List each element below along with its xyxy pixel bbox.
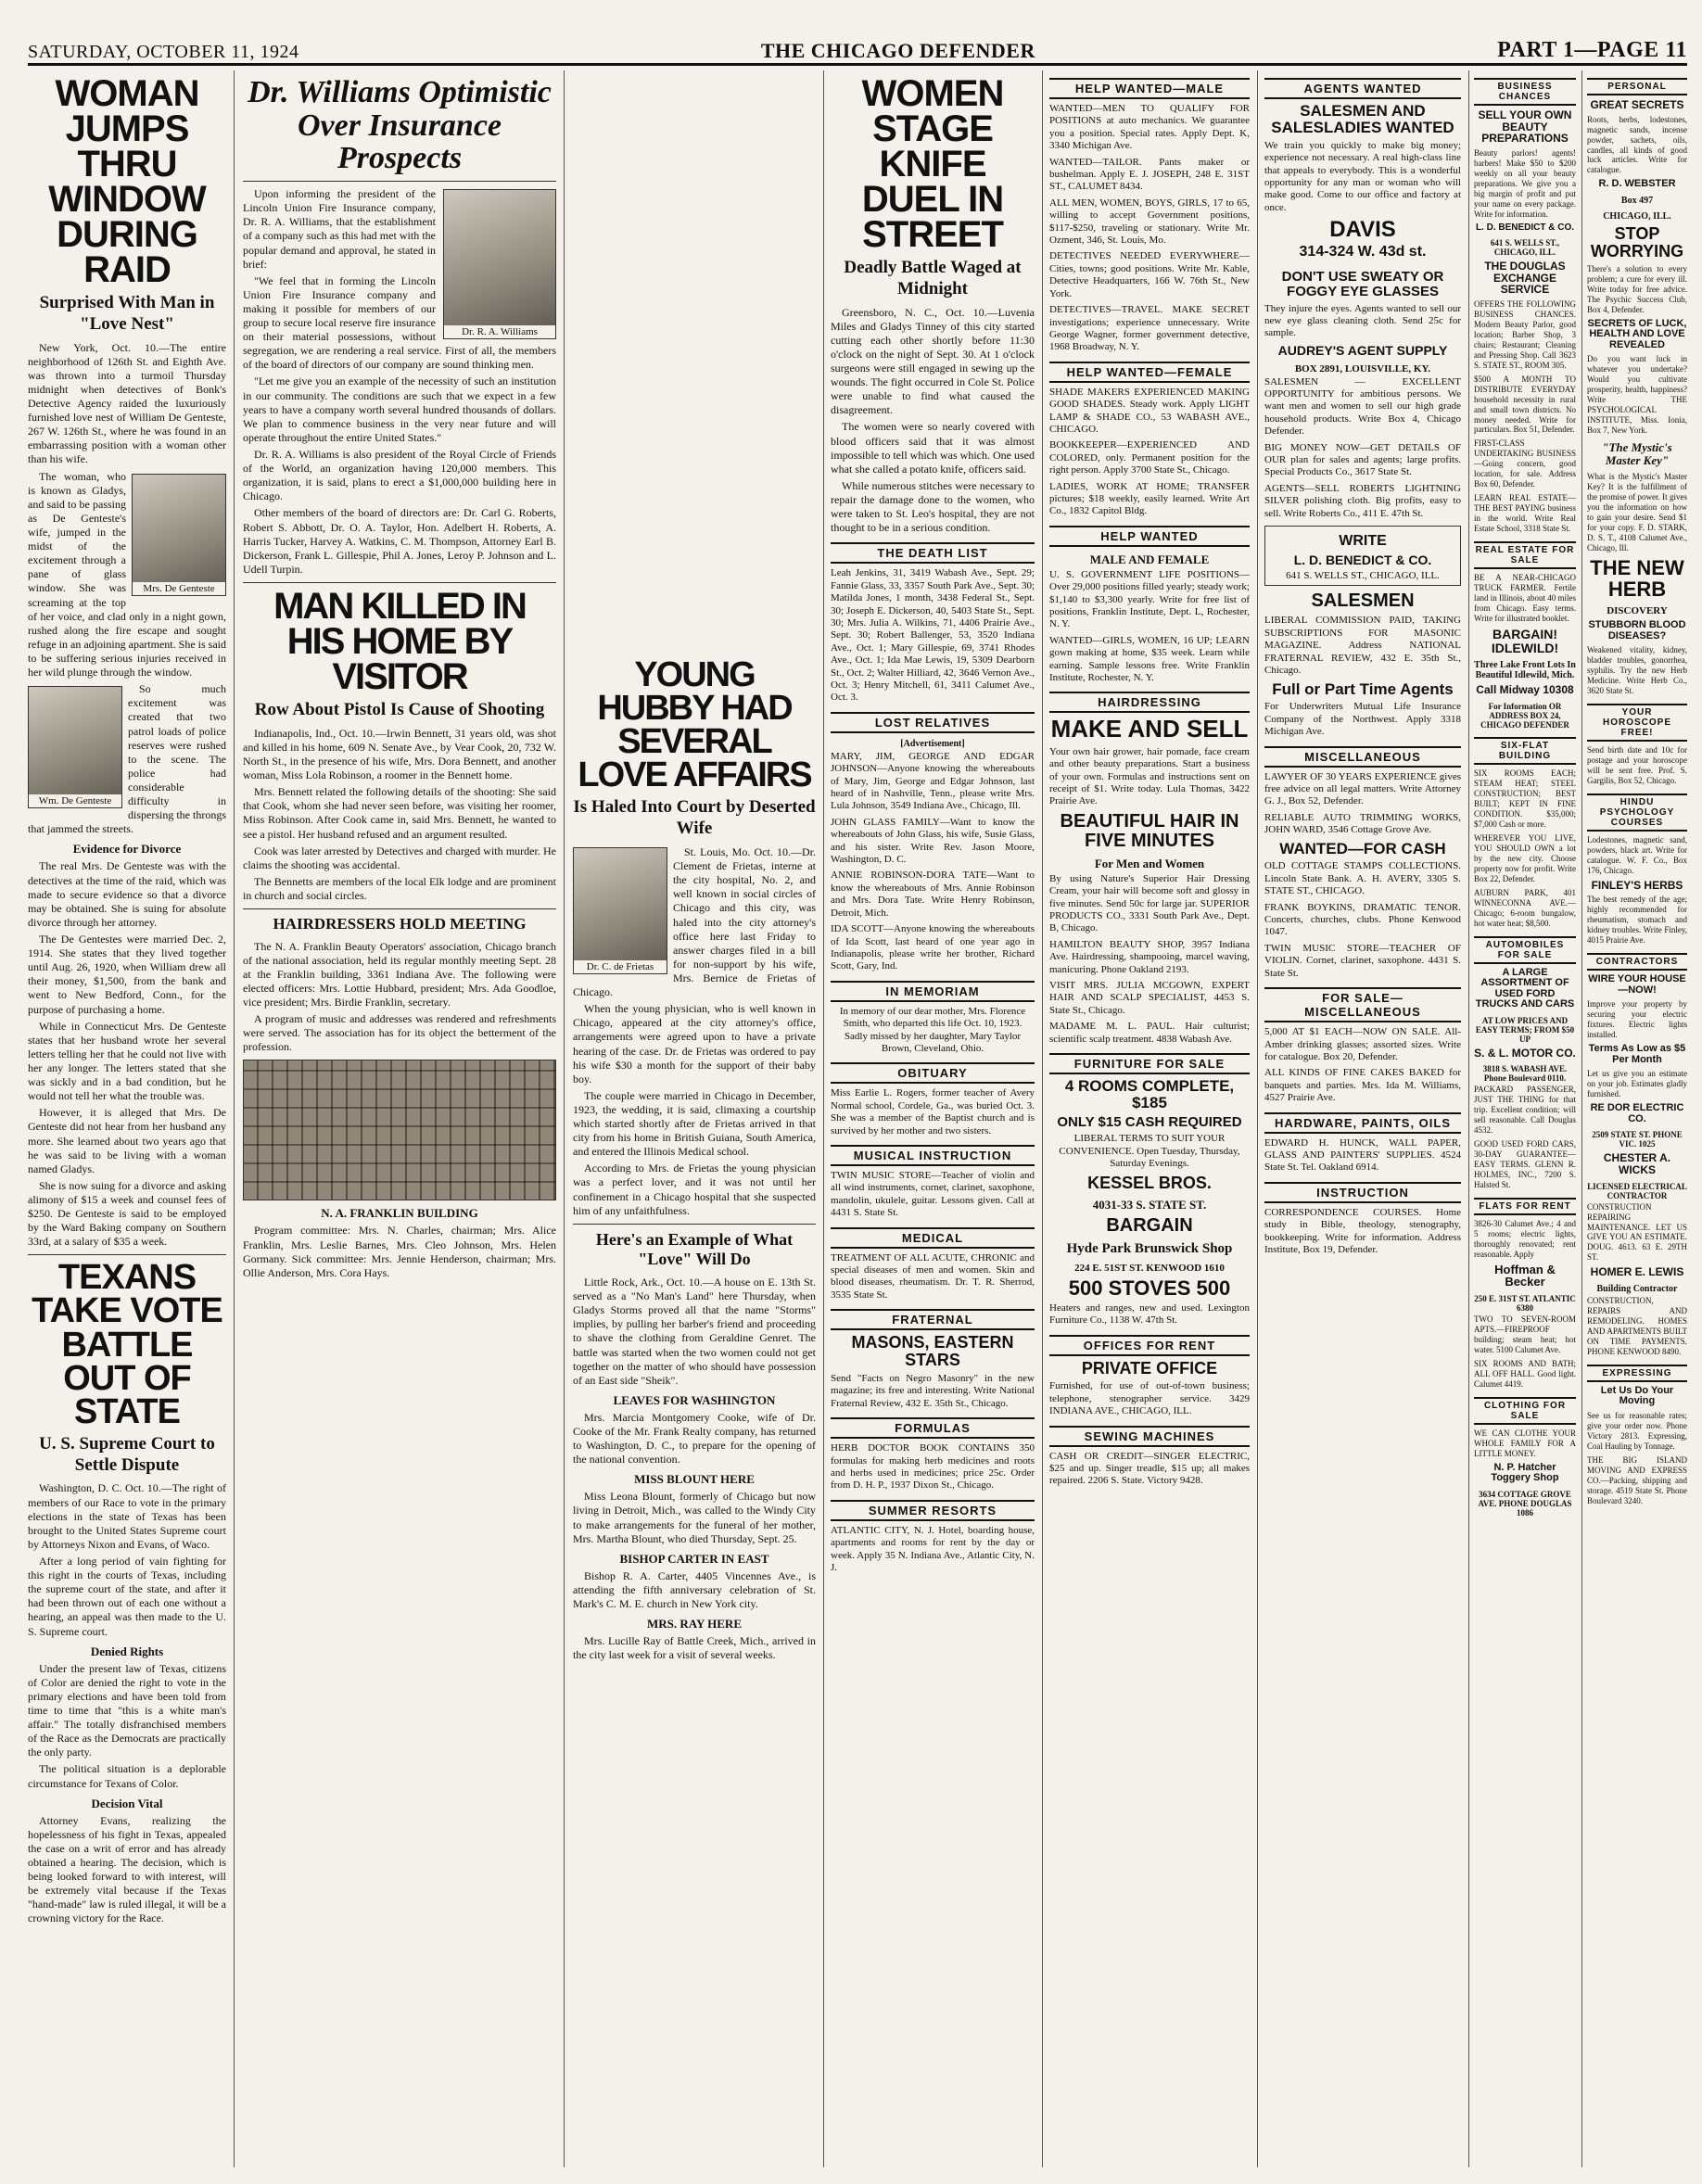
brunswick-address: 224 E. 51ST ST. KENWOOD 1610	[1074, 1262, 1225, 1274]
classified-ad: LADIES, WORK AT HOME; TRANSFER pictures; $18 weekly, easily learned. Write Art Co., 1832 Capitol Bldg.	[1049, 480, 1250, 517]
headline-dr-williams: Dr. Williams Optimistic Over Insurance Prospects	[248, 75, 552, 176]
article-paragraph: "We feel that in forming the Lincoln Union Fire Insurance company and making it possible for members of our group to secure local reserve fire insurance on their material possessions, without segregation, we are rendering a real service. First of all, the members of the board of directors of our company are sound thinking men.	[243, 273, 556, 372]
classified-ad: MADAME M. L. PAUL. Hair culturist; scientific scalp treatment. 4838 Wabash Ave.	[1049, 1021, 1250, 1045]
article-paragraph: The couple were married in Chicago in December, 1923, the wedding, it is said, climaxing a courtship which started shortly after de Frietas arrived in that city from his home in British Guiana, South America, and entered the Illinois Medical school.	[573, 1088, 816, 1159]
masthead-page-number: PART 1—PAGE 11	[1497, 38, 1687, 62]
hatcher-address: 3634 COTTAGE GROVE AVE. PHONE DOUGLAS 1086	[1478, 1489, 1572, 1517]
section-hardware: HARDWARE, PAINTS, OILS	[1264, 1112, 1461, 1134]
hindu-title: HINDU PSYCHOLOGY COURSES	[1587, 794, 1687, 832]
section-sewing-machines: SEWING MACHINES	[1049, 1426, 1250, 1447]
classified-ad: GOOD USED FORD CARS, 30-DAY GUARANTEE—EASY TERMS. GLENN R. HOLMES, INC., 7200 S. Halsted St.	[1474, 1139, 1576, 1189]
column-rule	[1581, 70, 1582, 2167]
section-help-wanted-female: HELP WANTED—FEMALE	[1049, 362, 1250, 383]
classified-ad: U. S. GOVERNMENT LIFE POSITIONS—Over 29,000 positions filled yearly; steady work; $1,140 to $3,300 yearly. Write for free list of positions, Franklin Institute, Dept. L, Rochester, N. Y.	[1049, 568, 1250, 630]
hatcher-name: N. P. Hatcher Toggery Shop	[1491, 1461, 1559, 1484]
horoscope-title: YOUR HOROSCOPE FREE!	[1587, 704, 1687, 742]
classified-ad: LIBERAL TERMS TO SUIT YOUR CONVENIENCE. Open Tuesday, Thursday, Saturday Evenings.	[1059, 1133, 1240, 1170]
section-head: BISHOP CARTER IN EAST	[619, 1551, 769, 1566]
classified-ad: VISIT MRS. JULIA MCGOWN, EXPERT HAIR AND SCALP SPECIALIST, 4453 S. State St., Chicago.	[1049, 980, 1250, 1016]
classified-ad: BIG MONEY NOW—GET DETAILS OF OUR plan for sales and agents; large profits. Special Products Co., 3617 State St.	[1264, 441, 1461, 478]
classified-ad: ANNIE ROBINSON-DORA TATE—Want to know the whereabouts of Mrs. Annie Robinson and Mrs. Dora Tate. Write Henry Robinson, Detroit, Mich.	[831, 870, 1035, 919]
photo-caption: N. A. FRANKLIN BUILDING	[321, 1206, 478, 1221]
death-list-text: Leah Jenkins, 31, 3419 Wabash Ave., Sept. 29; Fannie Glass, 33, 3357 South Park Ave., Sept. 30; Matilda Jones, 1 month, 3438 Federal St., Sept. 30; Joseph E. Dickerson, 40, 5403 State St., Sept. 30; Mrs. Julia A. Wilkins, 71, 4406 Prairie Ave., Sept. 30; Robert Ballenger, 53, 3520 Indiana Ave., Oct. 1; Mary Gillespie, 69, 3741 Rhodes Ave., Oct. 1; Ida Mae Lewis, 19, 5309 Dearborn St., Oct. 2; Walter Hilliard, 42, 3646 Vernon Ave., Oct. 3; Henry Mitchell, 61, 3411 Calumet Ave., Oct. 3.	[831, 567, 1035, 704]
section-subhead: MALE AND FEMALE	[1089, 552, 1210, 566]
divider	[243, 582, 556, 583]
moving-title: Let Us Do Your Moving	[1600, 1384, 1674, 1407]
great-secrets-title: GREAT SECRETS	[1590, 98, 1684, 111]
redor-address: 2509 STATE ST. PHONE VIC. 1025	[1592, 1130, 1683, 1149]
subhead-love-nest: Surprised With Man in "Love Nest"	[39, 293, 215, 334]
classified-ad: Beauty parlors! agents! barbers! Make $50 to $200 weekly on all your beauty preparations. We give you a big margin of profit and put your name on every package. Write for information.	[1474, 147, 1576, 219]
classified-ad: DETECTIVES NEEDED EVERYWHERE—Cities, towns; good positions. Write Mr. Kable, Detective Headquarters, 166 W. 76th St., New York.	[1049, 250, 1250, 299]
make-and-sell-title: MAKE AND SELL	[1050, 715, 1249, 743]
classified-ad: WHEREVER YOU LIVE, YOU SHOULD OWN a lot by the new city. Choose property now for profit. Write Box 22, Defender.	[1474, 832, 1576, 883]
section-in-memoriam: IN MEMORIAM	[831, 981, 1035, 1002]
column-1	[28, 70, 226, 2167]
classified-ad: AGENTS—SELL ROBERTS LIGHTNING SILVER polishing cloth. Big profits, easy to sell. Write Roberts Co., 411 E. 47th St.	[1264, 482, 1461, 519]
classified-ad: We train you quickly to make big money; experience not necessary. A real high-class line that appeals to everybody. This is a wonderful opportunity for any man or woman who will make good. Come to our office and factory at once.	[1264, 139, 1461, 213]
beautiful-hair-title: BEAUTIFUL HAIR IN FIVE MINUTES	[1060, 810, 1239, 851]
photo-dr-williams: Dr. R. A. Williams	[443, 189, 556, 339]
article-paragraph: While numerous stitches were necessary to repair the damage done to the women, who were taken to St. Leo's hospital, they are not thought to be in a serious condition.	[831, 478, 1035, 535]
masthead-date: SATURDAY, OCTOBER 11, 1924	[28, 42, 299, 62]
classified-ad: For Underwriters Mutual Life Insurance Company of the Northwest. Apply 3318 Michigan Ave.	[1264, 701, 1461, 738]
classified-ad: 3826-30 Calumet Ave.; 4 and 5 rooms; electric lights, thoroughly renovated; rent reasonable. Apply	[1474, 1218, 1576, 1259]
article-paragraph: Cook was later arrested by Detectives and charged with murder. He claims the shooting was accidental.	[243, 844, 556, 871]
classified-ad: Send birth date and 10c for postage and your horoscope will be sent free. Prof. S. Gargilis, Box 52, Chicago.	[1587, 745, 1687, 786]
sell-own-title: SELL YOUR OWN BEAUTY PREPARATIONS	[1478, 108, 1572, 146]
article-paragraph: The woman, who is known as Gladys, and said to be passing as De Genteste's wife, jumped in the midst of the excitement through a pane of glass window. She was screaming at the top of her voice, and clad only in a night gown, rushed along the fire escape and sought refuge in an adjoining apartment. She is said to be suffering serious injuries received in her wild plunge through the window.	[28, 469, 226, 679]
section-offices-for-rent: OFFICES FOR RENT	[1049, 1335, 1250, 1356]
section-musical-instruction: MUSICAL INSTRUCTION	[831, 1145, 1035, 1166]
article-paragraph: Dr. R. A. Williams is also president of the Royal Circle of Friends of the World, an organization having 120,000 members. This organization, it is said, plans to erect a $1,000,000 building here in Chicago.	[243, 448, 556, 503]
salesmen2-title: SALESMEN	[1311, 590, 1415, 612]
wicks-sub: LICENSED ELECTRICAL CONTRACTOR	[1587, 1181, 1687, 1200]
classified-ad: HAMILTON BEAUTY SHOP, 3957 Indiana Ave. Hairdressing, shampooing, marcel waving, manicuring. Phone Oakland 2193.	[1049, 938, 1250, 975]
classified-ad: LIBERAL COMMISSION PAID, TAKING SUBSCRIPTIONS FOR MASONIC MAGAZINE. Address NATIONAL FRATERNAL REVIEW, 432 E. 35th St., Chicago.	[1264, 615, 1461, 677]
classified-ad: LAWYER OF 30 YEARS EXPERIENCE gives free advice on all legal matters. Write Attorney G. J., Box 52, Defender.	[1264, 770, 1461, 807]
headline-young-hubby: YOUNG HUBBY HAD SEVERAL LOVE AFFAIRS	[578, 655, 811, 795]
hoffman-address: 250 E. 31ST ST. ATLANTIC 6380	[1474, 1294, 1576, 1314]
benedict-name: L. D. BENEDICT & CO.	[1475, 222, 1575, 233]
kessel-address: 4031-33 S. STATE ST.	[1092, 1197, 1207, 1212]
section-summer-resorts: SUMMER RESORTS	[831, 1500, 1035, 1521]
photo-franklin-building	[243, 1060, 556, 1200]
article-paragraph: The women were so nearly covered with blood officers said that it was almost impossible to tell which was which. One used what she called a potato knife, officers said.	[831, 420, 1035, 476]
bargain-idlewild: BARGAIN! IDLEWILD!	[1491, 627, 1559, 655]
wanted-cash-title: WANTED—FOR CASH	[1279, 839, 1446, 857]
section-automobiles: AUTOMOBILES FOR SALE	[1474, 936, 1576, 964]
classified-ad: The best remedy of the age; highly recommended for rheumatism, stomach and kidney troubles. Write Finley, 4015 Prairie Ave.	[1587, 895, 1687, 946]
brunswick-shop: Hyde Park Brunswick Shop	[1066, 1240, 1233, 1256]
article-paragraph: Attorney Evans, realizing the hopelessness of his fight in Texas, appealed the case on a writ of error and has already obtained a hearing. The decision, which is being looked forward to with interest, will be extremely vital because if the Texas "hand-made" law is ruled illegal, it will be a crowning victory for the Race.	[28, 1813, 226, 1925]
classified-ad: Furnished, for use of out-of-town business; telephone, stenographer service. 3429 INDIANA AVE., CHICAGO, ILL.	[1049, 1380, 1250, 1417]
autos-title: A LARGE ASSORTMENT OF USED FORD TRUCKS AND CARS	[1475, 966, 1575, 1010]
classified-ad: Send "Facts on Negro Masonry" in the new magazine; its free and interesting. Write National Fraternal Review, 432 E. 35th St., Chicago.	[831, 1373, 1035, 1409]
section-agents-wanted: AGENTS WANTED	[1264, 78, 1461, 99]
classified-ad: IDA SCOTT—Anyone knowing the whereabouts of Ida Scott, last heard of one year ago in Indianapolis, please write her brother, Richard Scott, Gary, Ind.	[831, 923, 1035, 972]
article-paragraph: A program of music and addresses was rendered and refreshments were served. The association has for its object the betterment of the profession.	[243, 1012, 556, 1054]
divider	[243, 908, 556, 909]
section-for-sale-misc: FOR SALE—MISCELLANEOUS	[1264, 987, 1461, 1022]
subhead-row-about-pistol: Row About Pistol Is Cause of Shooting	[254, 700, 545, 720]
classified-ad: ALL KINDS OF FINE CAKES BAKED for banquets and parties. Mrs. Ida M. Williams, 4527 Prairie Ave.	[1264, 1067, 1461, 1104]
call-midway: Call Midway 10308	[1476, 683, 1574, 697]
classified-ad: 5,000 AT $1 EACH—NOW ON SALE. All-Amber drinking glasses; assorted sizes. Write for catalogue. Box 20, Defender.	[1264, 1026, 1461, 1062]
article-paragraph: The political situation is a deplorable circumstance for Texans of Color.	[28, 1762, 226, 1790]
finley-title: FINLEY'S HERBS	[1591, 878, 1683, 892]
audreys-name: AUDREY'S AGENT SUPPLY	[1277, 342, 1448, 358]
classified-ad: JOHN GLASS FAMILY—Want to know the whereabouts of John Glass, his wife, Susie Glass, and his sister. Write Rev. Jason Moore, Washington, D. C.	[831, 816, 1035, 866]
classified-ad: Do you want luck in whatever you undertake? Would you cultivate prosperity, health, happiness? Write THE PSYCHOLOGICAL INSTITUTE, Miss. Ionia, Box 7, New York.	[1587, 354, 1687, 435]
kessel-bros: KESSEL BROS.	[1087, 1173, 1212, 1192]
beautiful-hair-sub: For Men and Women	[1094, 856, 1205, 870]
column-rule	[1042, 70, 1043, 2167]
section-miscellaneous: MISCELLANEOUS	[1264, 746, 1461, 768]
article-paragraph: While in Connecticut Mrs. De Genteste states that her husband wrote her several letters telling her that he could not live with her any longer. The letters stated that she was sickly and in a bad condition, but he would not tell her what the trouble was.	[28, 1019, 226, 1103]
stoves-title: 500 STOVES 500	[1068, 1276, 1231, 1300]
classified-ad: WANTED—MEN TO QUALIFY FOR POSITIONS at auto mechanics. We guarantee you a position. Special rates. Apply Dept. K, 3340 Michigan Ave.	[1049, 103, 1250, 152]
classified-ad: AUBURN PARK, 401 WINNECONNA AVE.—Chicago; 6-room bungalow, hot water heat; $8,500.	[1474, 887, 1576, 928]
article-paragraph: St. Louis, Mo. Oct. 10.—Dr. Clement de Frietas, interne at the city hospital, No. 2, and well known in social circles of Chicago and this city, was haled into the city attorney's office here last Friday to answer charges filed in a bill for non-support by his wife, Mrs. Bernice de Frietas of Chicago.	[573, 844, 816, 999]
classified-ad: CASH OR CREDIT—SINGER ELECTRIC, $25 and up. Singer treadle, $15 up; all makes repaired. 2206 S. State. Victory 9428.	[1049, 1450, 1250, 1487]
column-7	[1474, 70, 1576, 2167]
webster-city: CHICAGO, ILL.	[1603, 210, 1671, 222]
article-paragraph: Mrs. Bennett related the following details of the shooting: She said that Cook, whom she had never seen before, was visiting her roomer, Miss Robinson. After Cook came in, said Mrs. Bennett, he wanted to see a pistol. Her husband refused and an argument resulted.	[243, 785, 556, 841]
section-medical: MEDICAL	[831, 1227, 1035, 1249]
headline-woman-jumps: WOMAN JUMPS THRU WINDOW DURING RAID	[48, 73, 206, 290]
classified-ad: SIX ROOMS AND BATH; ALL OFF HALL. Good light. Calumet 4419.	[1474, 1359, 1576, 1389]
column-8	[1587, 70, 1687, 2167]
article-paragraph: Miss Leona Blount, formerly of Chicago but now living in Detroit, Mich., was called to the Windy City to make arrangements for the funeral of her mother, Mrs. Martha Blount, who died Thursday, Sept. 25.	[573, 1490, 816, 1545]
benedict-write-ad: WRITE L. D. BENEDICT & CO. 641 S. WELLS ST., CHICAGO, ILL.	[1264, 526, 1461, 586]
sl-motor-address: 3818 S. WABASH AVE. Phone Boulevard 0110.	[1482, 1064, 1568, 1084]
photo-dr-de-frietas: Dr. C. de Frietas	[573, 847, 667, 974]
subhead-deadly-battle: Deadly Battle Waged at Midnight	[844, 258, 1022, 298]
classified-ad: Improve your property by securing your electric fixtures. Electric lights installed.	[1587, 999, 1687, 1040]
column-rule	[1257, 70, 1258, 2167]
headline-example-of-love: Here's an Example of What "Love" Will Do	[595, 1229, 794, 1269]
dont-sweat-title: DON'T USE SWEATY OR FOGGY EYE GLASSES	[1281, 269, 1444, 299]
section-hairdressing: HAIRDRESSING	[1049, 692, 1250, 713]
classified-ad: THE BIG ISLAND MOVING AND EXPRESS CO.—Packing, shipping and storage. 4519 State St. Phone Boulevard 3240.	[1587, 1454, 1687, 1505]
column-rule	[564, 70, 565, 2167]
section-clothing: CLOTHING FOR SALE	[1474, 1397, 1576, 1425]
section-death-list: THE DEATH LIST	[831, 542, 1035, 564]
three-lake-lots: Three Lake Front Lots In Beautiful Idlewild, Mich.	[1474, 660, 1576, 681]
classified-ad: See us for reasonable rates; give your order now. Phone Victory 2813. Expressing, Coal Hauling by Tonnage.	[1587, 1410, 1687, 1451]
classified-ad: OLD COTTAGE STAMPS COLLECTIONS. Lincoln State Bank. A. H. AVERY, 3305 S. STATE ST., CHICAGO.	[1264, 860, 1461, 897]
memoriam-text: In memory of our dear mother, Mrs. Florence Smith, who departed this life Oct. 10, 1923. Sadly missed by her daughter, Mary Taylor Brown, Cleveland, Ohio.	[839, 1005, 1026, 1054]
classified-ad: $500 A MONTH TO DISTRIBUTE EVERYDAY household necessity in rural and small town districts. No money needed. Write for particulars. Box 51, Defender.	[1474, 374, 1576, 435]
article-paragraph: The De Gentestes were married Dec. 2, 1914. She states that they lived together until Aug. 26, 1920, when William drew all their money, $1,500, from the bank and went to New Bedford, Conn., for the purpose of purchasing a home.	[28, 932, 226, 1016]
lewis-sub: Building Contractor	[1596, 1283, 1678, 1294]
section-fraternal: FRATERNAL	[831, 1309, 1035, 1330]
article-paragraph: The N. A. Franklin Beauty Operators' association, Chicago branch of the national association, held its regular monthly meeting Sept. 28 at the Franklin building, 3361 Indiana Ave. The following were elected officers: Mrs. Lottie Hubbard, president; Mrs. Ada Goodloe, vice president; Mrs. Birdie Franklin, secretary.	[243, 939, 556, 1009]
article-paragraph: The real Mrs. De Genteste was with the detectives at the time of the raid, which was made to secure evidence so that a divorce may be obtained. She is suing for absolute divorce through her attorney.	[28, 859, 226, 929]
subhead-haled-into-court: Is Haled Into Court by Deserted Wife	[573, 797, 816, 839]
article-paragraph: So much excitement was created that two patrol loads of police reserves were rushed to the scene. The police had considerable difficulty in dispersing the throngs that jammed the streets.	[28, 682, 226, 836]
classified-ad: CONSTRUCTION, REPAIRS AND REMODELING. HOMES AND APARTMENTS BUILT ON TIME PAYMENTS. PHONE KENWOOD 8490.	[1587, 1295, 1687, 1356]
wire-house-title: WIRE YOUR HOUSE—NOW!	[1588, 973, 1686, 996]
article-paragraph: She is now suing for a divorce and asking alimony of $15 a week and counsel fees of $250. De Genteste is said to be employed by the Ward Baking company on Southern 33rd, at a salary of $35 a week.	[28, 1178, 226, 1249]
article-paragraph: Little Rock, Ark., Oct. 10.—A house on E. 13th St. served as a "No Man's Land" here Thursday, when Gladys Storms proved all that the name "Storms" implies, by pulling her barber's friend and proceeding to shave the clothing from Geraldine Genret. The battle was started when the two women could not get together on the matter of who should have possession of an East side "Sheik".	[573, 1276, 816, 1387]
davis-name: DAVIS	[1329, 217, 1396, 243]
benedict-address: 641 S. WELLS ST., CHICAGO, ILL.	[1490, 238, 1560, 258]
section-flats-for-rent: FLATS FOR RENT	[1474, 1198, 1576, 1215]
advertisement-label: [Advertisement]	[900, 738, 965, 749]
classified-ad: PACKARD PASSENGER, JUST THE THING for that trip. Excellent condition; will sell reasonable. Call Douglas 4532.	[1474, 1085, 1576, 1136]
article-paragraph: After a long period of vain fighting for this right in the courts of Texas, including the supreme court of the state, and after it had been thrown out of each one without a hearing, an appeal was then made to the U. S. Supreme court.	[28, 1554, 226, 1638]
column-rule	[1468, 70, 1469, 2167]
classified-ad: SIX ROOMS EACH; STEAM HEAT; STEEL CONSTRUCTION; BEST BUILT; KEPT IN FINE CONDITION. $35,000; $7,000 Cash or more.	[1474, 768, 1576, 829]
section-contractors: CONTRACTORS	[1587, 953, 1687, 971]
bargain-title: BARGAIN	[1106, 1214, 1193, 1236]
section-head: MISS BLOUNT HERE	[634, 1472, 755, 1487]
sl-motor-name: S. & L. MOTOR CO.	[1474, 1046, 1576, 1060]
classified-ad: SHADE MAKERS EXPERIENCED MAKING GOOD SHADES. Steady work. Apply LIGHT LAMP & SHADE CO., 53 WABASH AVE., CHICAGO.	[1049, 386, 1250, 435]
section-head: LEAVES FOR WASHINGTON	[613, 1392, 776, 1407]
douglas-exchange-title: THE DOUGLAS EXCHANGE SERVICE	[1484, 260, 1566, 297]
classified-ad: CONSTRUCTION REPAIRING MAINTENANCE. LET US GIVE YOU AN ESTIMATE. DOUG. 4613. 63 E. 29TH ST.	[1587, 1201, 1687, 1263]
stubborn-title: STUBBORN BLOOD DISEASES?	[1588, 619, 1686, 641]
classified-ad: LEARN REAL ESTATE—THE BEST PAYING business in the world. Write Real Estate School, 3318 State St.	[1474, 493, 1576, 534]
column-5	[1049, 70, 1250, 2167]
column-rule	[234, 70, 235, 2167]
section-instruction: INSTRUCTION	[1264, 1182, 1461, 1203]
classified-ad: WE CAN CLOTHE YOUR WHOLE FAMILY FOR A LITTLE MONEY.	[1474, 1428, 1576, 1458]
classified-ad: What is the Mystic's Master Key? It is the fulfillment of the promise of power. It gives you the information on how to gain your desire. Send $1 for your copy. F. D. STARK, D. S. T., 4108 Calumet Ave., Chicago, Ill.	[1587, 472, 1687, 553]
column-rule	[823, 70, 824, 2167]
article-paragraph: "Let me give you an example of the necessity of such an institution in our community. The conditions are such that we expect in a few years to have a company worth several hundred thousands of dollars. We plan to commence business in the very near future and will operate throughout the entire United States."	[243, 375, 556, 444]
headline-texans-take-vote: TEXANS TAKE VOTE BATTLE OUT OF STATE	[32, 1258, 222, 1431]
headline-women-stage-duel: WOMEN STAGE KNIFE DUEL IN STREET	[861, 73, 1004, 255]
classified-ad: Roots, herbs, lodestones, magnetic sands, incense powder, sachets, oils, candles, all kinds of good luck articles. Write for catalogue.	[1587, 114, 1687, 175]
article-paragraph: Upon informing the president of the Lincoln Union Fire Insurance company, Dr. R. A. Williams, that the establishment of a company such as this had met with the popular demand and approval, he stated in brief:	[243, 187, 436, 271]
section-help-wanted: HELP WANTED	[1049, 526, 1250, 547]
masthead-paper-name: THE CHICAGO DEFENDER	[760, 39, 1035, 62]
section-expressing: EXPRESSING	[1587, 1365, 1687, 1382]
divider	[573, 1224, 816, 1225]
section-help-wanted-male: HELP WANTED—MALE	[1049, 78, 1250, 99]
article-paragraph: According to Mrs. de Frietas the young physician was a perfect lover, and it was not until her confinement in a Chicago hospital that she suspected him of any unfaithfulness.	[573, 1162, 816, 1217]
discovery-label: DISCOVERY	[1607, 605, 1668, 617]
article-paragraph: Greensboro, N. C., Oct. 10.—Luvenia Miles and Gladys Tinney of this city started cutting each other shortly before 11:30 o'clock on the night of Sept. 30. At 1 o'clock surgeons were still engaged in sewing up the wounds. The fight occurred in Cole St. Police were unable to find what caused the disagreement.	[831, 305, 1035, 417]
classified-ad: They injure the eyes. Agents wanted to sell our new eye glass cleaning cloth. Send 25c for sample.	[1264, 302, 1461, 339]
classified-ad: There's a solution to every problem; a cure for every ill. Write today for free advice. The Psychic Success Club, Box 4, Defender.	[1587, 263, 1687, 314]
call-midway-sub: For Information OR ADDRESS BOX 24, CHICAGO DEFENDER	[1480, 701, 1569, 730]
classified-ad: ATLANTIC CITY, N. J. Hotel, boarding house, apartments and rooms for rent by the day or week. Apply 35 N. Indiana Ave., Atlantic City, N. J.	[831, 1524, 1035, 1574]
section-formulas: FORMULAS	[831, 1417, 1035, 1439]
terms-title: Terms As Low as $5 Per Month	[1588, 1043, 1686, 1065]
headline-man-killed: MAN KILLED IN HIS HOME BY VISITOR	[273, 586, 526, 698]
hoffman-becker: Hoffman & Becker	[1494, 1262, 1556, 1289]
stop-worrying-title: STOP WORRYING	[1590, 223, 1684, 260]
column-4	[831, 70, 1035, 2167]
section-head: Denied Rights	[90, 1644, 164, 1658]
article-paragraph: Under the present law of Texas, citizens of Color are denied the right to vote in the primary elections and have been told from time to time that "this is a white man's affair." The totally disfranchised members of the Race as the Democrats are practically the only party.	[28, 1661, 226, 1759]
classified-ad: Heaters and ranges, new and used. Lexington Furniture Co., 1138 W. 47th St.	[1049, 1302, 1250, 1327]
classified-ad: TWIN MUSIC STORE—Teacher of violin and all wind instruments, cornet, clarinet, saxophone, mandolin, ukulele, guitar. Lessons given. Call at 4431 S. State St.	[831, 1169, 1035, 1219]
classified-ad: BE A NEAR-CHICAGO TRUCK FARMER. Fertile land in Illinois, about 40 miles from Chicago. Easy terms. Write for illustrated booklet.	[1474, 573, 1576, 624]
classified-ad: TWO TO SEVEN-ROOM APTS.—FIREPROOF building; steam heat; hot water. 5100 Calumet Ave.	[1474, 1314, 1576, 1355]
classified-ad: Let us give you an estimate on your job. Estimates gladly furnished.	[1587, 1069, 1687, 1099]
section-lost-relatives: LOST RELATIVES	[831, 712, 1035, 733]
masthead	[28, 26, 1687, 66]
section-head: Evidence for Divorce	[72, 842, 182, 857]
section-real-estate: REAL ESTATE FOR SALE	[1474, 541, 1576, 569]
article-paragraph: When the young physician, who is well known in Chicago, appeared at the city attorney's office, arrangements were agreed upon to have a private hearing of the case. Dr. de Frietas was ordered to pay his wife $30 a month for the support of their baby boy.	[573, 1002, 816, 1086]
article-paragraph: Indianapolis, Ind., Oct. 10.—Irwin Bennett, 31 years old, was shot and killed in his home, 609 N. Senate Ave., by Vear Cook, 20, 732 W. North St., in the presence of his wife, Mrs. Dora Bennett, and another woman, Miss Lola Robinson, a roomer in the Bennett home.	[243, 726, 556, 782]
column-6	[1264, 70, 1461, 2167]
four-rooms-title: 4 ROOMS COMPLETE, $185	[1064, 1077, 1235, 1111]
classified-ad: FIRST-CLASS UNDERTAKING BUSINESS—Going concern, good location, for sale. Address Box 60, Defender.	[1474, 438, 1576, 489]
audreys-address: BOX 2891, LOUISVILLE, KY.	[1294, 362, 1431, 375]
salesmen-title: SALESMEN AND SALESLADIES WANTED	[1271, 102, 1454, 136]
webster-box: Box 497	[1620, 195, 1654, 206]
divider	[243, 181, 556, 182]
luck-title: SECRETS OF LUCK, HEALTH AND LOVE REVEALED	[1587, 317, 1687, 350]
section-furniture-for-sale: FURNITURE FOR SALE	[1049, 1053, 1250, 1074]
section-business-chances: BUSINESS CHANCES	[1474, 78, 1576, 106]
classified-ad: OFFERS THE FOLLOWING BUSINESS CHANCES. Modern Beauty Parlor, good location; Barber Shop, 3 chairs; Restaurant; Cleaning and Pressing Shop. Call 3623 S. STATE ST., ROOM 305.	[1474, 298, 1576, 370]
article-paragraph: Mrs. Marcia Montgomery Cooke, wife of Dr. Cooke of the Mr. Frank Realty company, has returned to Washington, D. C., to prepare for the opening of the national convention.	[573, 1410, 816, 1467]
photo-mrs-de-genteste: Mrs. De Genteste	[132, 474, 226, 596]
obituary-text: Miss Earlie L. Rogers, former teacher of Avery Normal school, Cordele, Ga., was buried Oct. 3. She was a member of the Baptist church and is survived by her mother and two sisters.	[831, 1087, 1035, 1136]
classified-ad: MARY, JIM, GEORGE AND EDGAR JOHNSON—Anyone knowing the whereabouts of Mary, Jim, George and Edgar Johnson, last heard of in Nashville, Tenn., please write Mrs. Lula Johnson, 3549 Indiana Ave., Chicago, Ill.	[831, 750, 1035, 812]
autos-sub: AT LOW PRICES AND EASY TERMS; FROM $50 UP	[1475, 1015, 1575, 1044]
subhead-supreme-court: U. S. Supreme Court to Settle Dispute	[39, 1433, 215, 1475]
column-3	[573, 653, 816, 2167]
webster-name: R. D. WEBSTER	[1598, 178, 1676, 190]
classified-ad: Weakened vitality, kidney, bladder troubles, gonorrhea, syphilis. Try the new Herb Medicine. Write Herb Co., 3620 State St.	[1587, 645, 1687, 696]
section-obituary: OBITUARY	[831, 1062, 1035, 1084]
article-paragraph: Mrs. Lucille Ray of Battle Creek, Mich., arrived in the city last week for a visit of several weeks.	[573, 1634, 816, 1662]
classified-ad: WANTED—GIRLS, WOMEN, 16 UP; LEARN gown making at home, $35 week. Learn while earning. Sample lessons free. Write Franklin Institute, Rochester, N. Y.	[1049, 634, 1250, 684]
fraternal-title: MASONS, EASTERN STARS	[851, 1333, 1014, 1370]
headline-hairdressers: HAIRDRESSERS HOLD MEETING	[273, 915, 527, 933]
classified-ad: Lodestones, magnetic sand, powders, black art. Write for catalogue. W. F. Co., Box 176, Chicago.	[1587, 835, 1687, 875]
article-paragraph: Bishop R. A. Carter, 4405 Vincennes Ave., is attending the fifth anniversary celebration of St. Mark's C. M. E. church in New York city.	[573, 1568, 816, 1610]
classified-ad: TREATMENT OF ALL ACUTE, CHRONIC and special diseases of men and women. Skin and blood diseases, rheumatism. Dr. T. R. Sherrod, 3535 State St.	[831, 1251, 1035, 1301]
classified-ad: EDWARD H. HUNCK, WALL PAPER, GLASS AND PAINTERS' SUPPLIES. 4524 State St. Tel. Oakland 6914.	[1264, 1136, 1461, 1174]
six-flat-title: SIX-FLAT BUILDING	[1474, 737, 1576, 765]
full-part-title: Full or Part Time Agents	[1272, 679, 1454, 698]
article-paragraph: Program committee: Mrs. N. Charles, chairman; Mrs. Alice Franklin, Mrs. Leslie Barnes, Mrs. Cleo Johnson, Mrs. Helen Gormany. Sick committee: Mrs. Jennie Henderson, chairman; Mrs. Ollie Anderson, Mrs. Cora Hays.	[243, 1224, 556, 1279]
classified-ad: BOOKKEEPER—EXPERIENCED AND COLORED, only. Permanent position for the right person. Apply 3700 State St., Chicago.	[1049, 439, 1250, 476]
new-herb-title: THE NEW HERB	[1590, 556, 1684, 602]
classified-ad: WANTED—TAILOR. Pants maker or bushelman. Apply E. J. JOSEPH, 248 E. 31ST ST., CALUMET 8434.	[1049, 156, 1250, 193]
davis-address: 314-324 W. 43d st.	[1299, 244, 1427, 260]
private-office-title: PRIVATE OFFICE	[1081, 1358, 1218, 1378]
classified-ad: TWIN MUSIC STORE—TEACHER OF VIOLIN. Cornet, clarinet, saxophone. 4431 S. State St.	[1264, 942, 1461, 979]
wicks-name: CHESTER A. WICKS	[1603, 1151, 1671, 1176]
article-paragraph: Washington, D. C. Oct. 10.—The right of members of our Race to vote in the primary elections in the state of Texas has been brought to the United States Supreme court by Attorneys Nixon and Evans, of Waco.	[28, 1481, 226, 1551]
column-2	[243, 70, 556, 2167]
article-paragraph: However, it is alleged that Mrs. De Genteste did not hear from her husband any more. She learned about two years ago that he was said to be living with a woman named Gladys.	[28, 1106, 226, 1175]
classified-ad: FRANK BOYKINS, DRAMATIC TENOR. Concerts, churches, clubs. Phone Kenwood 1047.	[1264, 901, 1461, 938]
article-paragraph: Other members of the board of directors are: Dr. Carl G. Roberts, Robert S. Abbott, Dr. O. A. Taylor, Hon. Adelbert H. Roberts, A. Harris Tucker, Harvey A. Watkins, C. M. Thompson, Attorney Earl B. Dickerson, Frank L. Gillespie, Phil A. Jones, Leroy P. Johnson and L. Udell Turpin.	[243, 506, 556, 576]
only-cash-title: ONLY $15 CASH REQUIRED	[1057, 1113, 1242, 1130]
section-personal: PERSONAL	[1587, 78, 1687, 95]
section-head: Decision Vital	[91, 1796, 163, 1810]
mystic-title: "The Mystic's Master Key"	[1602, 439, 1672, 467]
classified-ad: CORRESPONDENCE COURSES. Home study in Bible, theology, stenography, bookkeeping. Write for information. Address Institute, Box 19, Defender.	[1264, 1206, 1461, 1255]
classified-ad: ALL MEN, WOMEN, BOYS, GIRLS, 17 to 65, willing to accept Government positions, $117-$250, traveling or stationary. Write Mr. Ozment, 346, St. Louis, Mo.	[1049, 197, 1250, 247]
lewis-name: HOMER E. LEWIS	[1590, 1265, 1684, 1279]
redor-name: RE DOR ELECTRIC CO.	[1590, 1102, 1684, 1124]
section-head: MRS. RAY HERE	[647, 1617, 742, 1632]
classified-ad: DETECTIVES—TRAVEL. MAKE SECRET investigations; experience unnecessary. Write George Wagner, former government detective, 1968 Broadway, N. Y.	[1049, 304, 1250, 353]
classified-ad: By using Nature's Superior Hair Dressing Cream, your hair will become soft and glossy in five minutes. Send 50c for large jar. SUPERIOR PRODUCTS CO., 3331 South Park Ave., Dept. B, Chicago.	[1049, 872, 1250, 934]
classified-ad: Your own hair grower, hair pomade, face cream and other beauty preparations. Start a business of your own. Formulas and instructions sent on receipt of $1. Write today. Lula Thomas, 3422 Prairie Ave.	[1049, 745, 1250, 807]
photo-wm-de-genteste: Wm. De Genteste	[28, 686, 122, 808]
article-paragraph: The Bennetts are members of the local Elk lodge and are prominent in church and social circles.	[243, 874, 556, 903]
divider	[28, 1254, 226, 1255]
article-paragraph: New York, Oct. 10.—The entire neighborhood of 126th St. and Eighth Ave. was thrown into a turmoil Thursday midnight when detectives of Bonk's Detective Agency raided the luxuriously furnished love nest of William De Genteste, 267 W. 126th St., where he was found in an embarrassing position with a woman other than his wife.	[28, 340, 226, 466]
classified-ad: RELIABLE AUTO TRIMMING WORKS, JOHN WARD, 3546 Cottage Grove Ave.	[1264, 811, 1461, 836]
classified-ad: SALESMEN — EXCELLENT OPPORTUNITY for ambitious persons. We want men and women to sell our high grade household products. Write Box 4, Chicago Defender.	[1264, 375, 1461, 438]
classified-ad: HERB DOCTOR BOOK CONTAINS 350 formulas for making herb medicines and roots and herbs used in medicines; price 25c. Order from D. H. P., 1937 Dixon St., Chicago.	[831, 1442, 1035, 1492]
